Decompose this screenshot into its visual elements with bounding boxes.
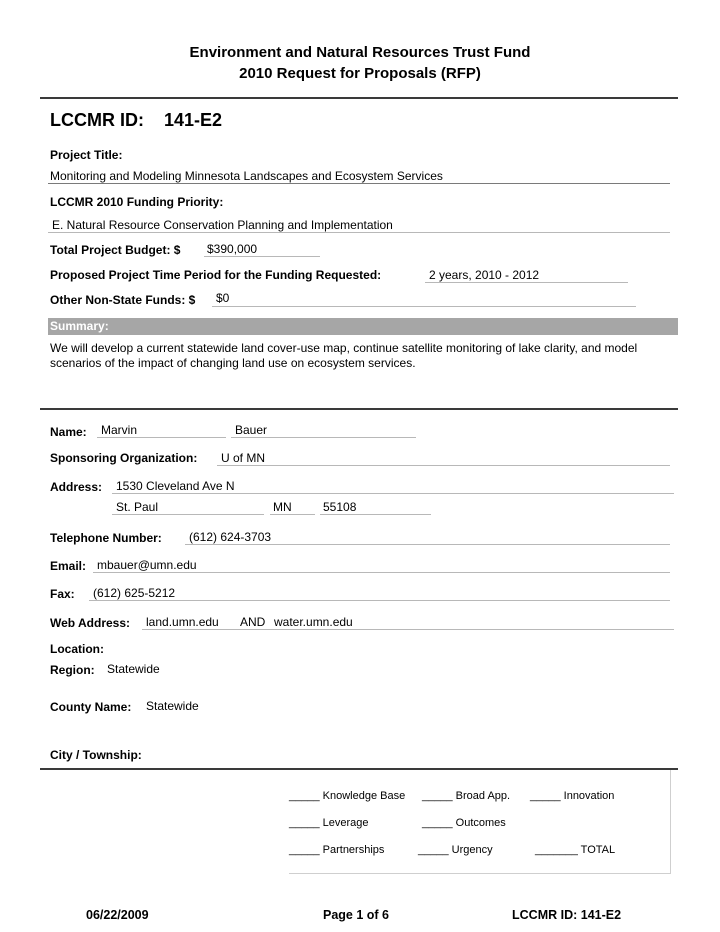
time-period-label: Proposed Project Time Period for the Funding Requested: xyxy=(50,268,382,282)
budget-underline xyxy=(204,256,320,257)
score-leverage: _____ Leverage xyxy=(289,817,369,829)
score-total: _______ TOTAL xyxy=(535,844,616,856)
location-label: Location: xyxy=(50,642,104,656)
organization-value: U of MN xyxy=(221,451,266,465)
lccmr-id-value: 141-E2 xyxy=(164,110,223,130)
web-address-2: water.umn.edu xyxy=(274,615,353,629)
address-zip: 55108 xyxy=(323,500,357,514)
region-value: Statewide xyxy=(107,662,160,676)
telephone-underline xyxy=(185,544,670,545)
summary-header: Summary: xyxy=(48,318,678,335)
header-divider xyxy=(40,97,678,99)
summary-text: We will develop a current statewide land cover-use map, continue satellite monitoring of lake clarity, and model scenarios of the impact of changing land use on ecosystem services. xyxy=(50,341,638,370)
footer-date: 06/22/2009 xyxy=(86,908,149,922)
address-state-underline xyxy=(270,514,315,515)
time-period-value: 2 years, 2010 - 2012 xyxy=(429,268,540,282)
project-title-value: Monitoring and Modeling Minnesota Landscapes and Ecosystem Services xyxy=(50,169,443,183)
non-state-funds-value: $0 xyxy=(216,291,230,305)
address-city: St. Paul xyxy=(116,500,159,514)
web-address-and: AND xyxy=(240,615,266,629)
header-subtitle: 2010 Request for Proposals (RFP) xyxy=(239,65,481,82)
lccmr-id-label: LCCMR ID: xyxy=(50,110,144,130)
section-divider xyxy=(40,408,678,410)
organization-underline xyxy=(217,465,670,466)
project-title-label: Project Title: xyxy=(50,148,123,162)
fax-label: Fax: xyxy=(50,587,75,601)
telephone-label: Telephone Number: xyxy=(50,531,162,545)
address-city-underline xyxy=(112,514,264,515)
footer-lccmr-id: LCCMR ID: 141-E2 xyxy=(512,908,622,922)
organization-label: Sponsoring Organization: xyxy=(50,451,198,465)
email-label: Email: xyxy=(50,559,87,573)
web-address-1: land.umn.edu xyxy=(146,615,219,629)
funding-priority-label: LCCMR 2010 Funding Priority: xyxy=(50,195,224,209)
score-broad-app: _____ Broad App. xyxy=(422,790,511,802)
last-name: Bauer xyxy=(235,423,268,437)
score-knowledge-base: _____ Knowledge Base xyxy=(289,790,406,802)
telephone-value: (612) 624-3703 xyxy=(189,530,272,544)
address-zip-underline xyxy=(320,514,431,515)
last-name-underline xyxy=(231,437,416,438)
address-street-underline xyxy=(112,493,674,494)
region-label: Region: xyxy=(50,663,95,677)
county-label: County Name: xyxy=(50,700,132,714)
email-underline xyxy=(93,572,670,573)
address-label: Address: xyxy=(50,480,103,494)
first-name: Marvin xyxy=(101,423,138,437)
funding-priority-underline xyxy=(48,232,670,233)
score-outcomes: _____ Outcomes xyxy=(422,817,506,829)
score-urgency: _____ Urgency xyxy=(418,844,493,856)
address-state: MN xyxy=(273,500,292,514)
funding-priority-value: E. Natural Resource Conservation Planning and Implementation xyxy=(52,218,393,232)
time-period-underline xyxy=(425,282,628,283)
city-township-label: City / Township: xyxy=(50,748,142,762)
first-name-underline xyxy=(97,437,226,438)
fax-underline xyxy=(89,600,670,601)
header-title: Environment and Natural Resources Trust Fund xyxy=(189,44,531,61)
name-label: Name: xyxy=(50,425,87,439)
fax-value: (612) 625-5212 xyxy=(93,586,176,600)
project-title-underline xyxy=(48,183,670,184)
score-partnerships: _____ Partnerships xyxy=(289,844,385,856)
non-state-funds-underline xyxy=(212,306,636,307)
non-state-funds-label: Other Non-State Funds: $ xyxy=(50,293,196,307)
county-value: Statewide xyxy=(146,699,199,713)
web-address-underline xyxy=(142,629,674,630)
score-innovation: _____ Innovation xyxy=(530,790,615,802)
budget-value: $390,000 xyxy=(207,242,258,256)
budget-label: Total Project Budget: $ xyxy=(50,243,181,257)
web-address-label: Web Address: xyxy=(50,616,131,630)
footer-page: Page 1 of 6 xyxy=(323,908,389,922)
email-value: mbauer@umn.edu xyxy=(97,558,197,572)
address-street: 1530 Cleveland Ave N xyxy=(116,479,235,493)
